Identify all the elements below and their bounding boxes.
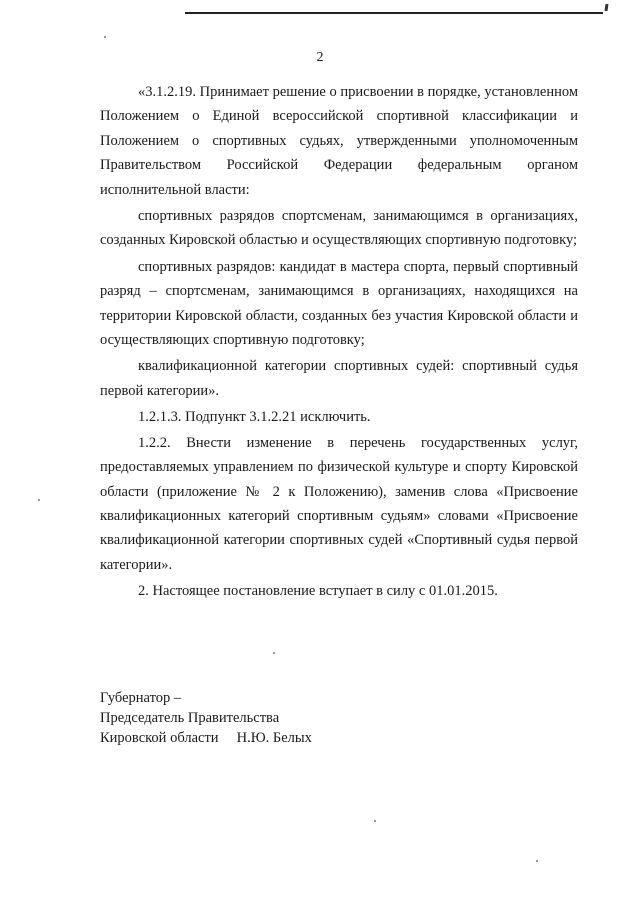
paragraph-sport-ranks: спортивных разрядов спортсменам, занимающимся в организациях, созданных Кировской областью и осуществляющих спортивную подготовку; [100, 208, 578, 249]
paragraph-1-2-2: 1.2.2. Внести изменение в перечень государственных услуг, предоставляемых управлением по физической культуре и спорту Кировской области (приложение № 2 к Положению), заменив слова «Присвоение квалификационных категорий спортивным судьям» словами «Присвоение квалификационной категории спортивных судей «Спортивный судья первой категории». [100, 434, 578, 573]
paragraph-effective-date: 2. Настоящее постановление вступает в силу с 01.01.2015. [138, 583, 498, 600]
header-rule [185, 12, 603, 14]
signature-title-governor: Губернатор – [100, 690, 182, 706]
paragraph-1-2-1-3: 1.2.1.3. Подпункт 3.1.2.21 исключить. [138, 409, 371, 426]
scan-speck [536, 860, 538, 862]
scan-speck [273, 652, 275, 654]
paragraph-referee-category: квалификационной категории спортивных судей: спортивный судья первой категории». [100, 358, 578, 399]
signature-name: Кировской области Н.Ю. Белых [100, 730, 312, 746]
scan-speck [374, 820, 376, 822]
scan-speck [38, 499, 40, 501]
paragraph-candidate-master: спортивных разрядов: кандидат в мастера спорта, первый спортивный разряд – спортсменам, занимающимся в организациях, находящихся на территории Кировской области, созданных без участия Кировской области и осуществляющих спортивную подготовку; [100, 258, 578, 349]
document-body [100, 80, 578, 604]
page-number: 2 [316, 50, 324, 65]
header-rule-mark [605, 4, 609, 11]
scan-speck [104, 36, 106, 38]
signature-title-chairman: Председатель Правительства [100, 710, 280, 726]
signature-block [100, 688, 312, 748]
paragraph-3-1-2-19: «3.1.2.19. Принимает решение о присвоении в порядке, установленном Положением о Единой всероссийской спортивной классификации и Положением о спортивных судьях, утвержденными уполномоченным Правительством Российской Федерации федеральным органом исполнительной власти: [100, 84, 578, 198]
